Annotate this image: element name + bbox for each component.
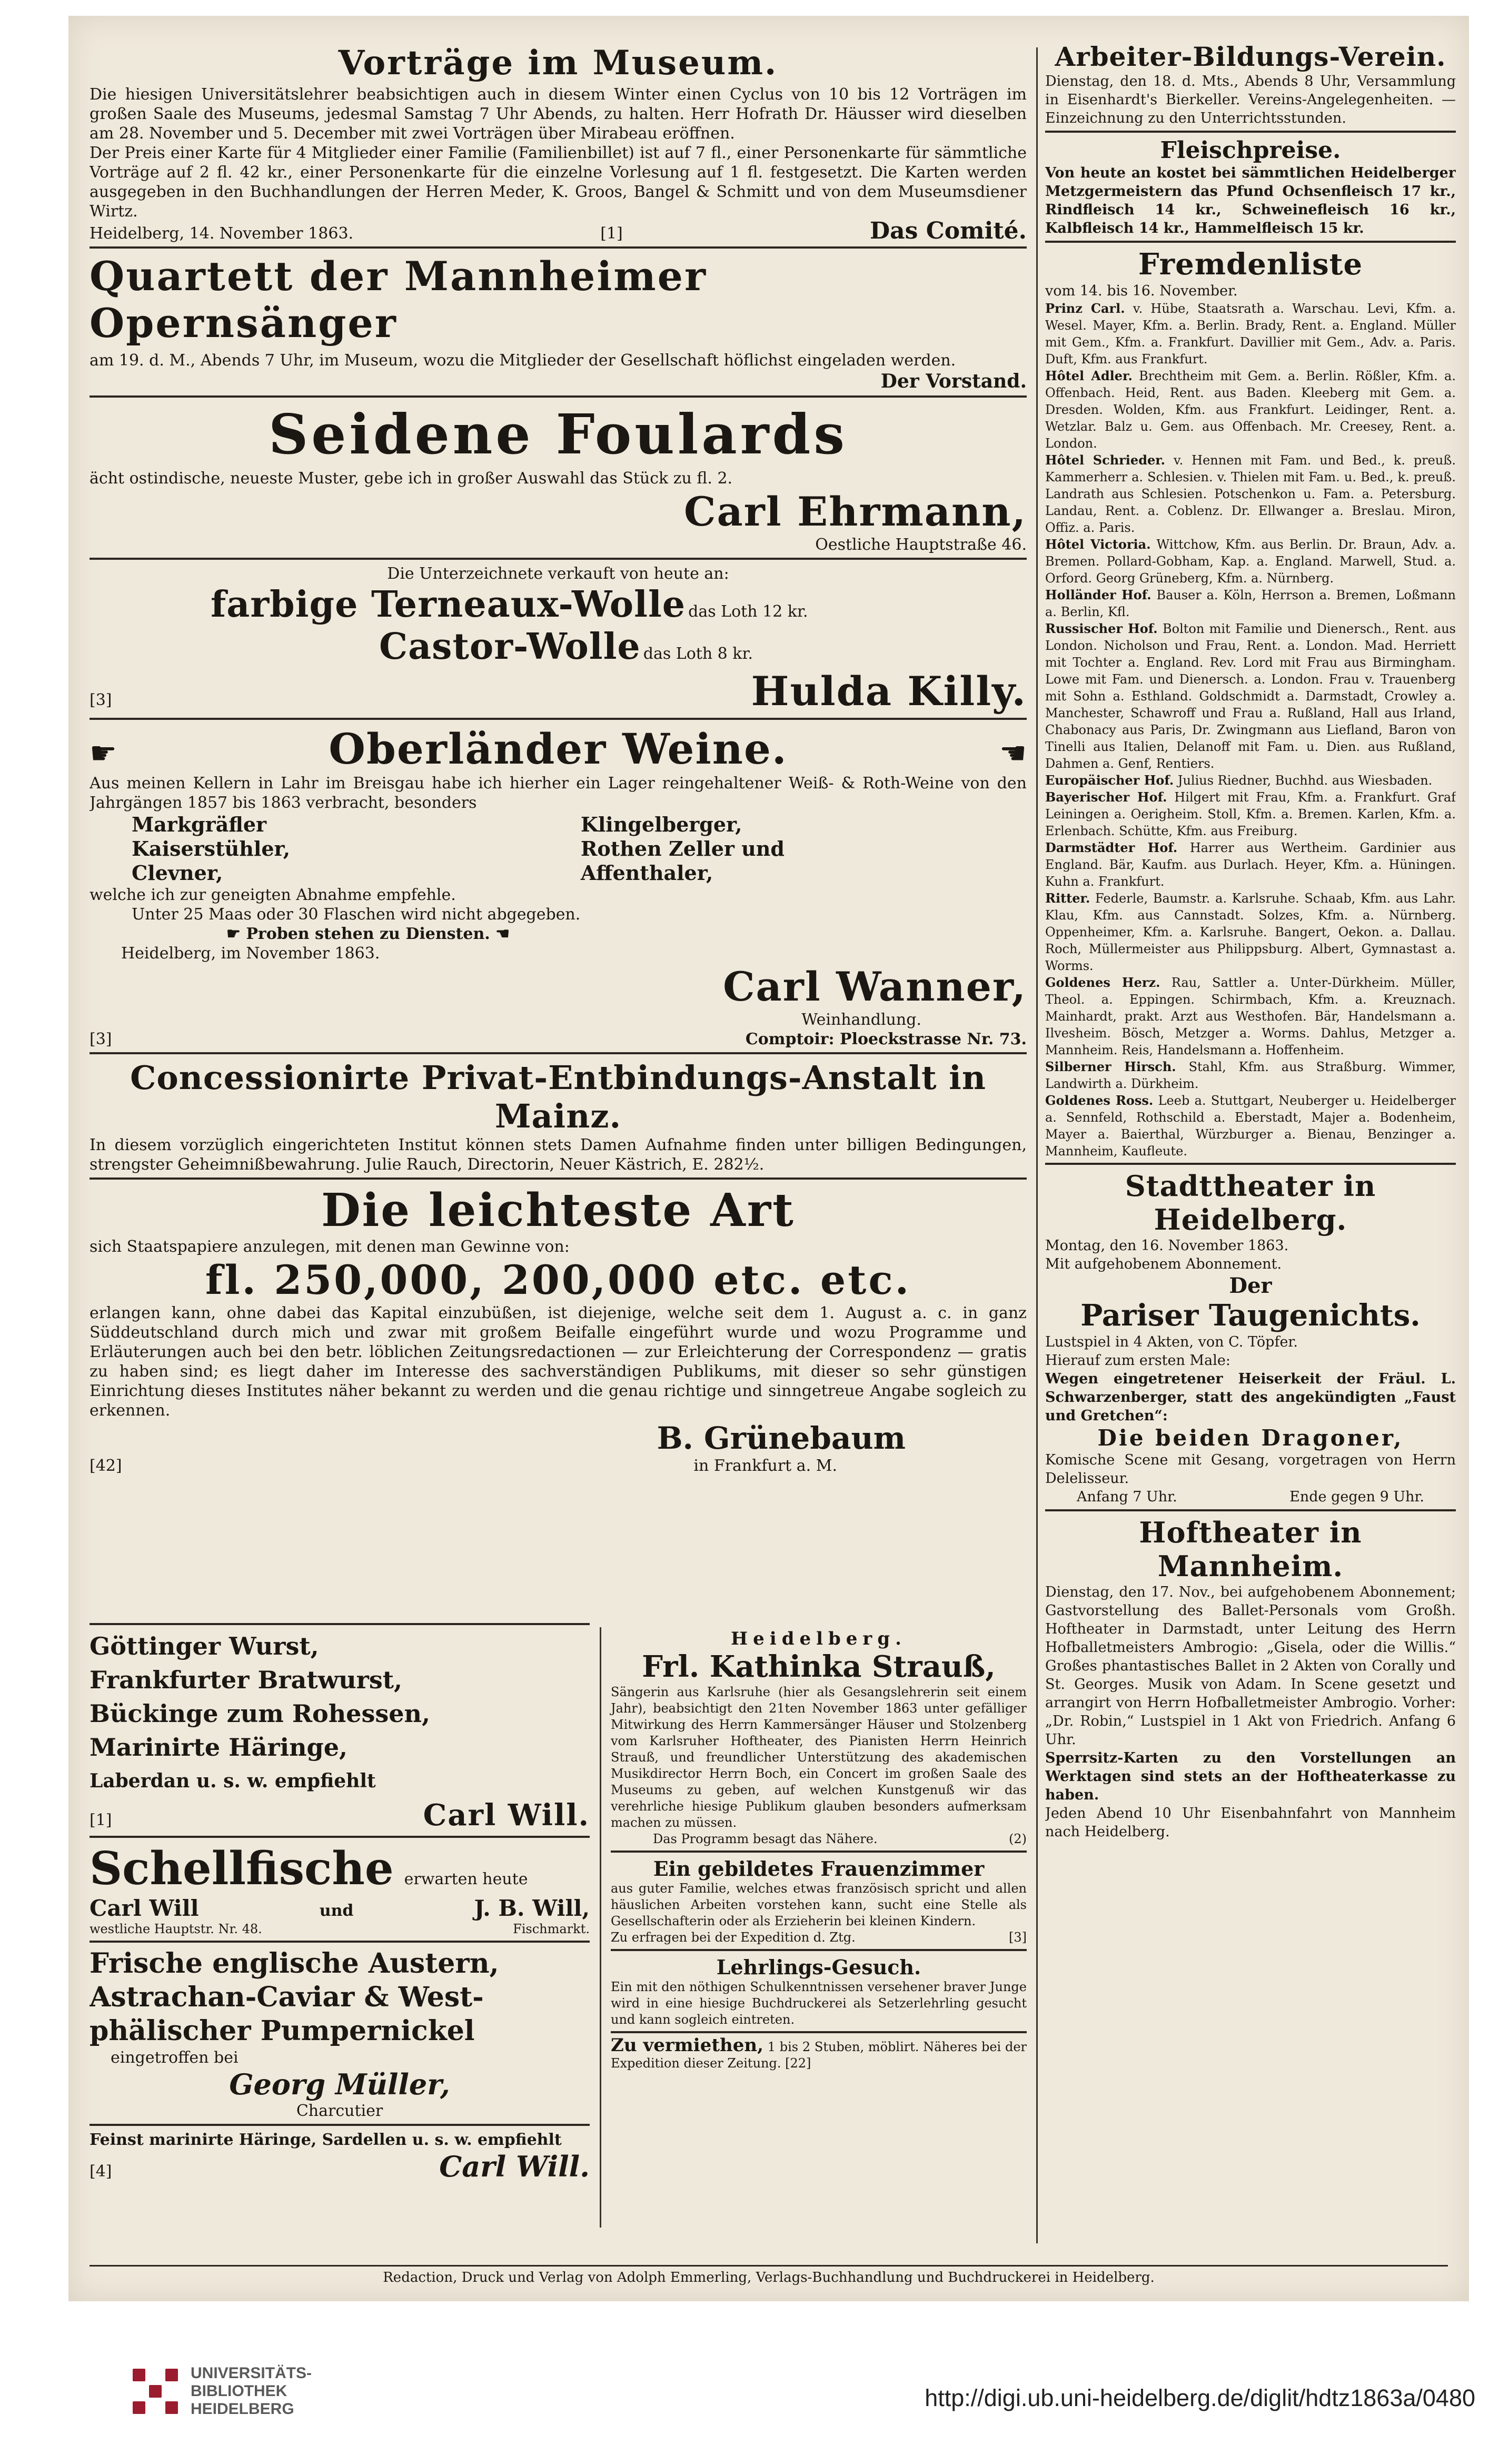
- library-logo-text: [191, 2364, 312, 2418]
- divider: [90, 2124, 590, 2126]
- austern-ad: [90, 1947, 590, 2121]
- wurst-item: Göttinger Wurst,: [90, 1632, 319, 1660]
- austern-line: Astrachan-Caviar & West-: [90, 1981, 484, 2013]
- arbeiter-title: Arbeiter-Bildungs-Verein.: [1055, 41, 1446, 72]
- vermieten-ad: [611, 2037, 1027, 2072]
- wine-item: Kaiserstühler,: [132, 837, 290, 860]
- divider: [1045, 241, 1456, 243]
- logo-line: HEIDELBERG: [191, 2400, 294, 2418]
- source-url-link[interactable]: http://digi.ub.uni-heidelberg.de/diglit/hdtz1863a/0480: [925, 2384, 1475, 2411]
- frauen-footer: [611, 1929, 1027, 1946]
- right-column: [1045, 41, 1456, 2259]
- schell-title: Schellfische: [90, 1842, 394, 1895]
- hotel-name: Prinz Carl.: [1045, 301, 1125, 316]
- library-logo-icon: [133, 2369, 178, 2414]
- frauen-title: Ein gebildetes Frauenzimmer: [653, 1857, 985, 1881]
- hotel-guests: Leeb a. Stuttgart, Neuberger u. Heidelberger a. Sennfeld, Rothschild a. Eberstadt, Majer a. Bodenheim, Mayer a. Baierthal, Würzburger a. Bienau, Benzinger a. Mannheim, Kaufleute.: [1045, 1093, 1456, 1159]
- wine-item: Clevner,: [132, 861, 223, 885]
- wolle-intro: Die Unterzeichnete verkauft von heute an:: [387, 565, 729, 583]
- lower-left-sub-column: [90, 1628, 590, 2183]
- art-ref: [42]: [90, 1457, 122, 1475]
- weine-date: Heidelberg, im November 1863.: [121, 944, 380, 963]
- weine-trade: Weinhandlung.: [801, 1011, 921, 1029]
- stadttheater-note: Wegen eingetretener Heiserkeit der Fräul. L. Schwarzenberger, statt des angekündigten „Faust und Gretchen“:: [1045, 1371, 1456, 1424]
- hoftheater-sperr: Sperrsitz-Karten zu den Vorstellungen an Werktagen sind stets an der Hoftheaterkasse zu haben.: [1045, 1750, 1456, 1803]
- seide-merchant: Carl Ehrmann,: [684, 488, 1027, 535]
- art-merchant: B. Grünebaum: [657, 1420, 906, 1456]
- stadttheater-then: Hierauf zum ersten Male:: [1045, 1352, 1230, 1369]
- hotel-name: Goldenes Herz.: [1045, 975, 1160, 990]
- hoftheater-notice: [1045, 1516, 1456, 1841]
- art-amounts: fl. 250,000, 200,000 etc. etc.: [205, 1256, 911, 1303]
- fremden-list: [1045, 247, 1456, 1160]
- strauss-text: Sängerin aus Karlsruhe (hier als Gesangslehrerin seit einem Jahr), beabsichtigt den 21ten November 1863 unter gefälliger Mitwirkung des Herrn Kammersänger Häuser und Stolzenberg vom Karlsruher Hoftheater, des Pianisten Herrn Heinrich Strauß, und freundlicher Unterstützung des akademischen Musikdirector Herrn Boch, ein Concert im großen Saale des Museums zu geben, auf welchen Kunstgenuß wir das verehrliche hiesige Publikum glauben besonders aufmerksam machen zu müssen.: [611, 1685, 1027, 1830]
- austern-name: Georg Müller,: [229, 2067, 450, 2101]
- hoftheater-text: Dienstag, den 17. Nov., bei aufgehobenem Abonnement; Gastvorstellung des Ballet-Personals vom Großh. Hoftheater in Darmstadt, unter Leitung des Herrn Hofballetmeisters Ambrogio: „Gisela, oder die Willis.“ Großes phantastisches Ballet in 2 Akten von Corally und St. Georges. Musik von Adam. In Scene gesetzt und arrangirt von Herrn Hofballetmeister Ambrogio. Vorher: „Dr. Robin,“ Lustspiel in 1 Akt von Friedrich. Anfang 6 Uhr.: [1045, 1584, 1456, 1748]
- hotel-name: Ritter.: [1045, 890, 1090, 906]
- wurst-item: Bückinge zum Rohessen,: [90, 1699, 430, 1728]
- stadttheater-der: Der: [1229, 1273, 1272, 1298]
- wolle-item-2-name: Castor-Wolle: [379, 626, 641, 668]
- stadttheater-play2: Die beiden Dragoner,: [1097, 1425, 1404, 1451]
- seide-text: ächt ostindische, neueste Muster, gebe ich in großer Auswahl das Stück zu fl. 2.: [90, 469, 733, 488]
- stadttheater-play: Pariser Taugenichts.: [1080, 1298, 1421, 1333]
- schell-and: und: [319, 1902, 354, 1920]
- museum-paragraph-1: Die hiesigen Universitätslehrer beabsichtigen auch in diesem Winter einen Cyclus von 10 bis 12 Vorträgen im großen Saale des Museums, jedesmal Samstag 7 Uhr Abends, zu halten. Herr Hofrath Dr. Häusser wird dieselben am 28. November und 5. December mit zwei Vorträgen über Mirabeau eröffnen.: [90, 85, 1027, 143]
- schell-heading: [90, 1842, 590, 1895]
- hotel-guests: Rau, Sattler a. Unter-Dürkheim. Müller, Theol. a. Eppingen. Schirmbach, Kfm. a. Kreuznach. Mainhardt, prakt. Arzt aus Westhofen. Bär, Handelsmann a. Ilvesheim. Bösch, Metzger a. Worms. Dahlus, Metzger a. Mannheim. Reis, Handelsmann a. Hoffenheim.: [1045, 975, 1456, 1057]
- quartett-title: Quartett der Mannheimer Opernsänger: [90, 253, 708, 347]
- concession-text: In diesem vorzüglich eingerichteten Institut können stets Damen Aufnahme finden unter billigen Bedingungen, strengster Geheimnißbewahrung. Julie Rauch, Directorin, Neuer Kästrich, E. 282½.: [90, 1136, 1027, 1174]
- hotel-name: Hôtel Adler.: [1045, 368, 1133, 383]
- stadttheater-play-sub: Lustspiel in 4 Akten, von C. Töpfer.: [1045, 1334, 1298, 1350]
- museum-paragraph-2: Der Preis einer Karte für 4 Mitglieder einer Familie (Familienbillet) ist auf 7 fl., einer Personenkarte für sämmtliche Vorträge auf 2 fl. 42 kr., einer Personenkarte für die einzelne Vorlesung auf 1 fl. festgesetzt. Die Karten werden ausgegeben in den Buchhandlungen der Herren Meder, K. Groos, Bangel & Schmitt und von dem Museumsdiener Wirtz.: [90, 144, 1027, 221]
- seide-title: Seidene Foulards: [269, 402, 848, 467]
- stadttheater-date: Montag, den 16. November 1863.: [1045, 1238, 1289, 1254]
- fleisch-text: Von heute an kostet bei sämmtlichen Heidelberger Metzgermeistern das Pfund Ochsenfleisch 17 kr., Rindfleisch 14 kr., Schweinefleisch 16 kr., Kalbfleisch 14 kr., Hammelfleisch 15 kr.: [1045, 165, 1456, 236]
- hotel-entry: [1045, 839, 1456, 890]
- museum-title: Vorträge im Museum.: [338, 43, 778, 83]
- wurst-footer: [90, 1798, 590, 1833]
- wolle-signature: Hulda Killy.: [751, 668, 1027, 715]
- divider: [1045, 1509, 1456, 1511]
- fleisch-notice: [1045, 137, 1456, 238]
- strauss-name: Frl. Kathinka Strauß,: [642, 1649, 996, 1684]
- haringe-text: Feinst marinirte Häringe, Sardellen u. s. w. empfiehlt: [90, 2131, 562, 2149]
- schell-tail: erwarten heute: [404, 1870, 528, 1888]
- lehrling-ad: [611, 1955, 1027, 2028]
- pointing-hand-right-icon: ☛: [226, 925, 246, 943]
- wurst-ref: [1]: [90, 1811, 112, 1829]
- stadttheater-start: Anfang 7 Uhr.: [1077, 1489, 1177, 1505]
- haringe-footer: [90, 2150, 590, 2183]
- weine-merchant: Carl Wanner,: [723, 963, 1027, 1010]
- logo-line: BIBLIOTHEK: [191, 2382, 287, 2400]
- haringe-signature: Carl Will.: [439, 2150, 590, 2183]
- wurst-ad: [90, 1629, 590, 1833]
- hotel-name: Hôtel Schrieder.: [1045, 452, 1166, 468]
- hotel-name: Holländer Hof.: [1045, 587, 1151, 602]
- stadttheater-sub: Mit aufgehobenem Abonnement.: [1045, 1256, 1282, 1272]
- divider: [611, 1949, 1027, 1951]
- stadttheater-times: [1045, 1488, 1456, 1506]
- austern-line: phälischer Pumpernickel: [90, 2015, 475, 2047]
- stadttheater-notice: [1045, 1169, 1456, 1506]
- frauen-ref: [3]: [1009, 1930, 1027, 1945]
- pointing-hand-left-icon: ☚: [999, 735, 1027, 771]
- hotel-list: [1045, 300, 1456, 1160]
- weine-minimum: Unter 25 Maas oder 30 Flaschen wird nicht abgegeben.: [132, 905, 581, 924]
- divider: [90, 1623, 590, 1625]
- hotel-name: Silberner Hirsch.: [1045, 1059, 1176, 1074]
- divider: [90, 1836, 590, 1838]
- hotel-guests: Harrer aus Wertheim. Gardinier aus England. Bär, Kaufm. aus Durlach. Heyer, Kfm. a. Hüningen. Kuhn a. Frankfurt.: [1045, 840, 1456, 889]
- wurst-item: Frankfurter Bratwurst,: [90, 1666, 403, 1694]
- vermieten-text: 1 bis 2 Stuben, möblirt. Näheres bei der Expedition dieser Zeitung.: [611, 2040, 1027, 2071]
- hotel-guests: Bolton mit Familie und Dienersch., Rent. aus London. Nicholson und Frau, Rent. a. London. Mad. Herriett mit Tochter a. England. Rev. Lord mit Frau aus Birmingham. Lowe mit Fam. und Dienersch. a. London. Frau v. Trauenberg mit Sohn a. Esthland. Goldschmidt a. Darmstadt, Crowley a. Manchester, Schawroff und Frau a. Rußland, Hall aus Irland, Chabonacy aus Paris, Dr. Zwingmann aus Liefland, Baron von Tinelli aus Italien, Delanoff mit Fam. u. Dien. aus Rußland, Dahmen a. Genf, Rentiers.: [1045, 621, 1456, 771]
- austern-arrived: eingetroffen bei: [111, 2049, 239, 2067]
- lower-left-area: [90, 16, 1027, 2259]
- hotel-guests: Wittchow, Kfm. aus Berlin. Dr. Braun, Adv. a. Bremen. Pollard-Gobham, Kap. a. England. Marwell, Stud. a. Orford. Georg Grüneberg, Kfm. a. Nürnberg.: [1045, 537, 1456, 586]
- hotel-entry: [1045, 452, 1456, 536]
- art-text: erlangen kann, ohne dabei das Kapital einzubüßen, ist diejenige, welche seit dem 1. August a. c. in ganz Süddeutschland durch mich und zwar mit großem Beifalle eingeführt wurde und wozu Programme und Erläuterungen auch bei den betr. löblichen Zeitungsredactionen — zur Erleichterung der Correspondenz — gratis zu haben sind; es liegt daher im Interesse des sachverständigen Publikums, mit dieser so sehr günstigen Einrichtung dieses Institutes näher bekannt zu werden und die genau richtige und sinngetreue Angabe sogleich zu erkennen.: [90, 1304, 1027, 1420]
- wolle-item-1-price: das Loth 12 kr.: [688, 602, 808, 621]
- divider: [611, 1851, 1027, 1853]
- library-logo[interactable]: [133, 2364, 312, 2418]
- hotel-guests: Bauser a. Köln, Herrson a. Bremen, Loßmann a. Berlin, Kfl.: [1045, 588, 1456, 619]
- column-divider: [1036, 47, 1038, 2243]
- hoftheater-title: Hoftheater in Mannheim.: [1139, 1516, 1362, 1583]
- lower-right-sub-column: [611, 1628, 1027, 2072]
- schell-ad: [90, 1842, 590, 1937]
- pointing-hand-right-icon: ☛: [90, 735, 117, 771]
- schell-names: [90, 1895, 590, 1921]
- austern-line: Frische englische Austern,: [90, 1947, 499, 1980]
- wurst-signature: Carl Will.: [423, 1798, 590, 1833]
- pointing-hand-left-icon: ☚: [490, 925, 510, 943]
- haringe-ad: [90, 2130, 590, 2183]
- hotel-entry: [1045, 1092, 1456, 1160]
- stadttheater-play2-sub: Komische Scene mit Gesang, vorgetragen von Herrn Delelisseur.: [1045, 1452, 1456, 1487]
- wine-item: Klingelberger,: [580, 813, 742, 836]
- newspaper-page: [68, 16, 1469, 2301]
- austern-trade: Charcutier: [296, 2102, 383, 2120]
- divider: [1045, 1163, 1456, 1165]
- concession-title: Concessionirte Privat-Entbindungs-Anstalt in Mainz.: [130, 1058, 986, 1135]
- wolle-ref: [3]: [90, 691, 112, 709]
- hotel-name: Darmstädter Hof.: [1045, 840, 1178, 855]
- hotel-entry: [1045, 974, 1456, 1058]
- schell-name-2: J. B. Will,: [474, 1895, 590, 1921]
- frauen-text: aus guter Familie, welches etwas französisch spricht und allen häuslichen Arbeiten vorstehen kann, sucht eine Stelle als Gesellschafterin oder als Erzieherin bei kleinen Kindern.: [611, 1881, 1027, 1928]
- wolle-item-2-price: das Loth 8 kr.: [643, 645, 753, 663]
- hotel-entry: [1045, 300, 1456, 368]
- hotel-entry: [1045, 789, 1456, 839]
- divider: [90, 1941, 590, 1943]
- hotel-guests: v. Hennen mit Fam. und Bed., k. preuß. Kammerherr a. Schlesien. v. Thielen mit Fam. u. Bed., k. preuß. Landrath aus Schlesien. Potschenkon u. Fam. a. Petersburg. Landau, Rent. a. Coblenz. Dr. Ellwanger a. Breslau. Miron, Offiz. a. Paris.: [1045, 453, 1456, 535]
- seide-address: Oestliche Hauptstraße 46.: [815, 536, 1027, 554]
- weine-ref: [3]: [90, 1030, 112, 1048]
- hotel-entry: [1045, 1058, 1456, 1092]
- hotel-name: Hôtel Victoria.: [1045, 537, 1151, 552]
- wine-item: Affenthaler,: [580, 861, 713, 885]
- divider: [1045, 131, 1456, 133]
- imprint: Redaction, Druck und Verlag von Adolph Emmerling, Verlags-Buchhandlung und Buchdruckerei in Heidelberg.: [90, 2265, 1448, 2285]
- fremden-dates: vom 14. bis 16. November.: [1045, 283, 1238, 299]
- weine-office: Comptoir: Ploeckstrasse Nr. 73.: [745, 1030, 1027, 1048]
- strauss-ref: (2): [1009, 1832, 1027, 1846]
- schell-name-1: Carl Will: [90, 1895, 199, 1921]
- hotel-entry: [1045, 368, 1456, 452]
- hotel-name: Russischer Hof.: [1045, 621, 1158, 636]
- museum-date: Heidelberg, 14. November 1863.: [90, 224, 354, 243]
- schell-address-2: Fischmarkt.: [513, 1922, 590, 1936]
- haringe-ref: [4]: [90, 2162, 112, 2181]
- hoftheater-train: Jeden Abend 10 Uhr Eisenbahnfahrt von Mannheim nach Heidelberg.: [1045, 1805, 1456, 1840]
- hotel-guests: Julius Riedner, Buchhd. aus Wiesbaden.: [1177, 773, 1433, 788]
- strauss-program: Das Programm besagt das Nähere.: [653, 1832, 878, 1846]
- hotel-guests: Hilgert mit Frau, Kfm. a. Frankfurt. Graf Leiningen a. Oerigheim. Stoll, Kfm. a. Bremen. Karlen, Kfm. a. Erlenbach. Schütte, Kfm. aus Freiburg.: [1045, 790, 1456, 838]
- hotel-name: Goldenes Ross.: [1045, 1093, 1154, 1108]
- hotel-entry: [1045, 587, 1456, 620]
- hotel-name: Bayerischer Hof.: [1045, 789, 1167, 805]
- strauss-footer: [611, 1831, 1027, 1847]
- weine-text: Aus meinen Kellern in Lahr im Breisgau habe ich hierher ein Lager reingehaltener Weiß- & Roth-Weine von den Jahrgängen 1857 bis 1863 verbracht, besonders: [90, 774, 1027, 812]
- museum-ref: [1]: [600, 224, 623, 243]
- vermieten-title: Zu vermiethen,: [611, 2035, 763, 2056]
- fleisch-title: Fleischpreise.: [1160, 137, 1341, 164]
- quartett-signature: Der Vorstand.: [880, 370, 1027, 392]
- hotel-guests: v. Hübe, Staatsrath a. Warschau. Levi, Kfm. a. Wesel. Mayer, Kfm. a. Berlin. Brady, Rent. a. England. Müller mit Gem., Kfm. a. Frankfurt. Davillier mit Gem., Adv. a. Paris. Duft, Kfm. aus Frankfurt.: [1045, 301, 1456, 367]
- lehrling-title: Lehrlings-Gesuch.: [716, 1955, 921, 1979]
- lehrling-text: Ein mit den nöthigen Schulkenntnissen versehener braver Junge wird in eine hiesige Buchdruckerei als Setzerlehrling gesucht und kann sogleich eintreten.: [611, 1980, 1027, 2027]
- arbeiter-notice: [1045, 41, 1456, 127]
- quartett-text: am 19. d. M., Abends 7 Uhr, im Museum, wozu die Mitglieder der Gesellschaft höflichst eingeladen werden.: [90, 351, 956, 370]
- schell-addresses: [90, 1921, 590, 1937]
- hotel-entry: [1045, 772, 1456, 789]
- hotel-name: Europäischer Hof.: [1045, 773, 1174, 788]
- strauss-ad: [611, 1628, 1027, 1847]
- museum-signature: Das Comité.: [869, 217, 1027, 244]
- wurst-last: Laberdan u. s. w. empfiehlt: [90, 1770, 376, 1792]
- art-intro: sich Staatspapiere anzulegen, mit denen man Gewinne von:: [90, 1238, 570, 1256]
- frauen-ad: [611, 1857, 1027, 1946]
- divider: [611, 2031, 1027, 2033]
- weine-recommend: welche ich zur geneigten Abnahme empfehle.: [90, 886, 456, 904]
- wolle-item-1-name: farbige Terneaux-Wolle: [211, 583, 686, 626]
- wine-item: Markgräfler: [132, 813, 267, 836]
- hotel-guests: Brechtheim mit Gem. a. Berlin. Rößler, Kfm. a. Offenbach. Heid, Rent. aus Baden. Kleeberg mit Gem. a. Dresden. Wolden, Kfm. aus Frankfurt. Leidinger, Rent. a. Wetzlar. Balz u. Gem. aus Offenbach. Mr. Creesey, Rent. a. London.: [1045, 369, 1456, 451]
- fremden-title: Fremdenliste: [1138, 247, 1363, 282]
- arbeiter-text: Dienstag, den 18. d. Mts., Abends 8 Uhr, Versammlung in Eisenhardt's Bierkeller. Vereins-Angelegenheiten. — Einzeichnung zu den Unterrichtsstunden.: [1045, 73, 1456, 126]
- art-title: Die leichteste Art: [321, 1184, 795, 1237]
- wurst-item: Marinirte Häringe,: [90, 1733, 348, 1762]
- hotel-guests: Federle, Baumstr. a. Karlsruhe. Schaab, Kfm. aus Lahr. Klau, Kfm. aus Cannstadt. Solzes, Kfm. a. Nürnberg. Oppenheimer, Kfm. a. Karlsruhe. Bangert, Oekon. a. Dallau. Roch, Müllermeister aus Philippsburg. Albert, Gymnastast a. Worms.: [1045, 891, 1456, 973]
- hotel-guests: Stahl, Kfm. aus Straßburg. Wimmer, Landwirth a. Dürkheim.: [1045, 1060, 1456, 1091]
- weine-samples-text: Proben stehen zu Diensten.: [246, 925, 490, 943]
- art-place: in Frankfurt a. M.: [693, 1457, 837, 1475]
- viewer-footer: [0, 2302, 1499, 2464]
- stadttheater-title: Stadttheater in Heidelberg.: [1125, 1169, 1376, 1236]
- vermieten-ref: [22]: [785, 2056, 811, 2071]
- stadttheater-end: Ende gegen 9 Uhr.: [1289, 1489, 1424, 1505]
- wine-item: Rothen Zeller und: [580, 837, 785, 860]
- logo-line: UNIVERSITÄTS-: [191, 2364, 312, 2382]
- schell-address-1: westliche Hauptstr. Nr. 48.: [90, 1922, 262, 1936]
- hotel-entry: [1045, 890, 1456, 974]
- strauss-place: Heidelberg.: [731, 1628, 907, 1649]
- hotel-entry: [1045, 620, 1456, 772]
- hotel-entry: [1045, 536, 1456, 587]
- frauen-contact: Zu erfragen bei der Expedition d. Ztg.: [611, 1930, 856, 1945]
- weine-title: Oberländer Weine.: [329, 724, 788, 774]
